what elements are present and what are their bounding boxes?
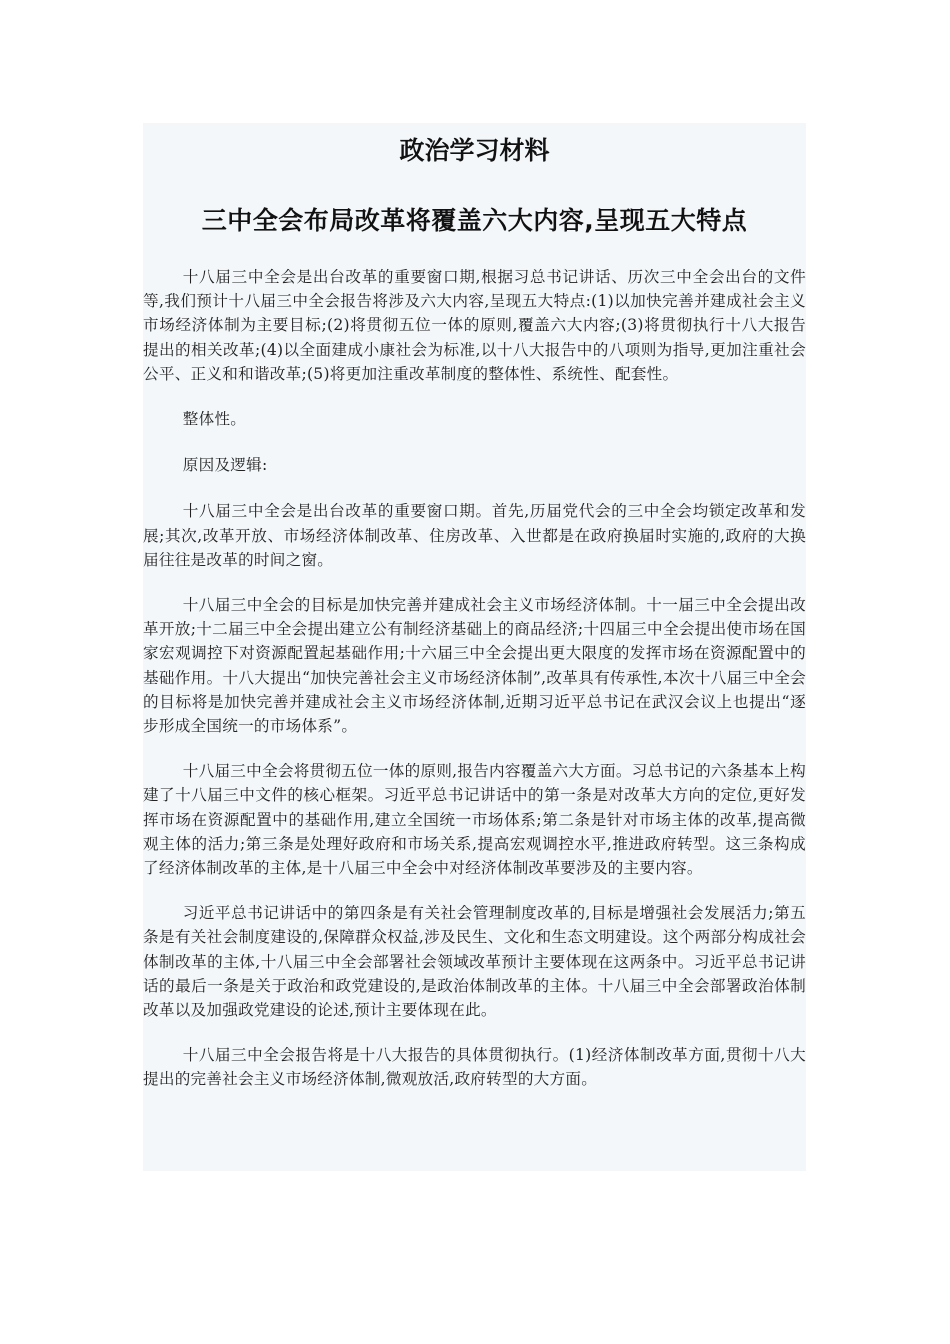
paragraph-implementation: 十八届三中全会报告将是十八大报告的具体贯彻执行。(1)经济体制改革方面,贯彻十八大提出的完善社会主义市场经济体制,微观放活,政府转型的大方面。 <box>143 1046 806 1089</box>
paragraph-integrity: 整体性。 <box>182 410 247 429</box>
paragraph-social-reform: 习近平总书记讲话中的第四条是有关社会管理制度改革的,目标是增强社会发展活力;第五条是有关社会制度建设的,保障群众权益,涉及民生、文化和生态文明建设。这个两部分构成社会体制改革的主体,十八届三中全会部署社会领域改革预计主要体现在这两条中。习近平总书记讲话的最后一条是关于政治和政党建设的,是政治体制改革的主体。十八届三中全会部署政治体制改革以及加强政党建设的论述,预计主要体现在此。 <box>143 904 806 1020</box>
paragraph-five-in-one: 十八届三中全会将贯彻五位一体的原则,报告内容覆盖六大方面。习总书记的六条基本上构建了十八届三中文件的核心框架。习近平总书记讲话中的第一条是对改革大方向的定位,更好发挥市场在资源配置中的基础作用,建立全国统一市场体系;第二条是针对市场主体的改革,提高微观主体的活力;第三条是处理好政府和市场关系,提高宏观调控水平,推进政府转型。这三条构成了经济体制改革的主体,是十八届三中全会中对经济体制改革要涉及的主要内容。 <box>143 762 806 878</box>
paragraph-window-period: 十八届三中全会是出台改革的重要窗口期。首先,历届党代会的三中全会均锁定改革和发展;其次,改革开放、市场经济体制改革、住房改革、入世都是在政府换届时实施的,政府的大换届往往是改革的时间之窗。 <box>143 502 806 569</box>
paragraph-intro: 十八届三中全会是出台改革的重要窗口期,根据习总书记讲话、历次三中全会出台的文件等,我们预计十八届三中全会报告将涉及六大内容,呈现五大特点:(1)以加快完善并建成社会主义市场经济体制为主要目标;(2)将贯彻五位一体的原则,覆盖六大内容;(3)将贯彻执行十八大报告提出的相关改革;(4)以全面建成小康社会为标准,以十八大报告中的八项则为指导,更加注重社会公平、正义和和谐改革;(5)将更加注重改革制度的整体性、系统性、配套性。 <box>143 268 806 383</box>
document-title: 政治学习材料 <box>399 136 550 165</box>
document-body <box>143 265 806 1092</box>
paragraph-market-economy-goal: 十八届三中全会的目标是加快完善并建成社会主义市场经济体制。十一届三中全会提出改革开放;十二届三中全会提出建立公有制经济基础上的商品经济;十四届三中全会提出使市场在国家宏观调控下对资源配置起基础作用;十六届三中全会提出更大限度的发挥市场在资源配置中的基础作用。十八大提出“加快完善社会主义市场经济体制”,改革具有传承性,本次十八届三中全会的目标将是加快完善并建成社会主义市场经济体制,近期习近平总书记在武汉会议上也提出“逐步形成全国统一的市场体系”。 <box>143 596 806 736</box>
document-content <box>143 123 806 1171</box>
document-subtitle: 三中全会布局改革将覆盖六大内容,呈现五大特点 <box>201 206 748 235</box>
paragraph-reason-heading: 原因及逻辑: <box>182 456 268 475</box>
